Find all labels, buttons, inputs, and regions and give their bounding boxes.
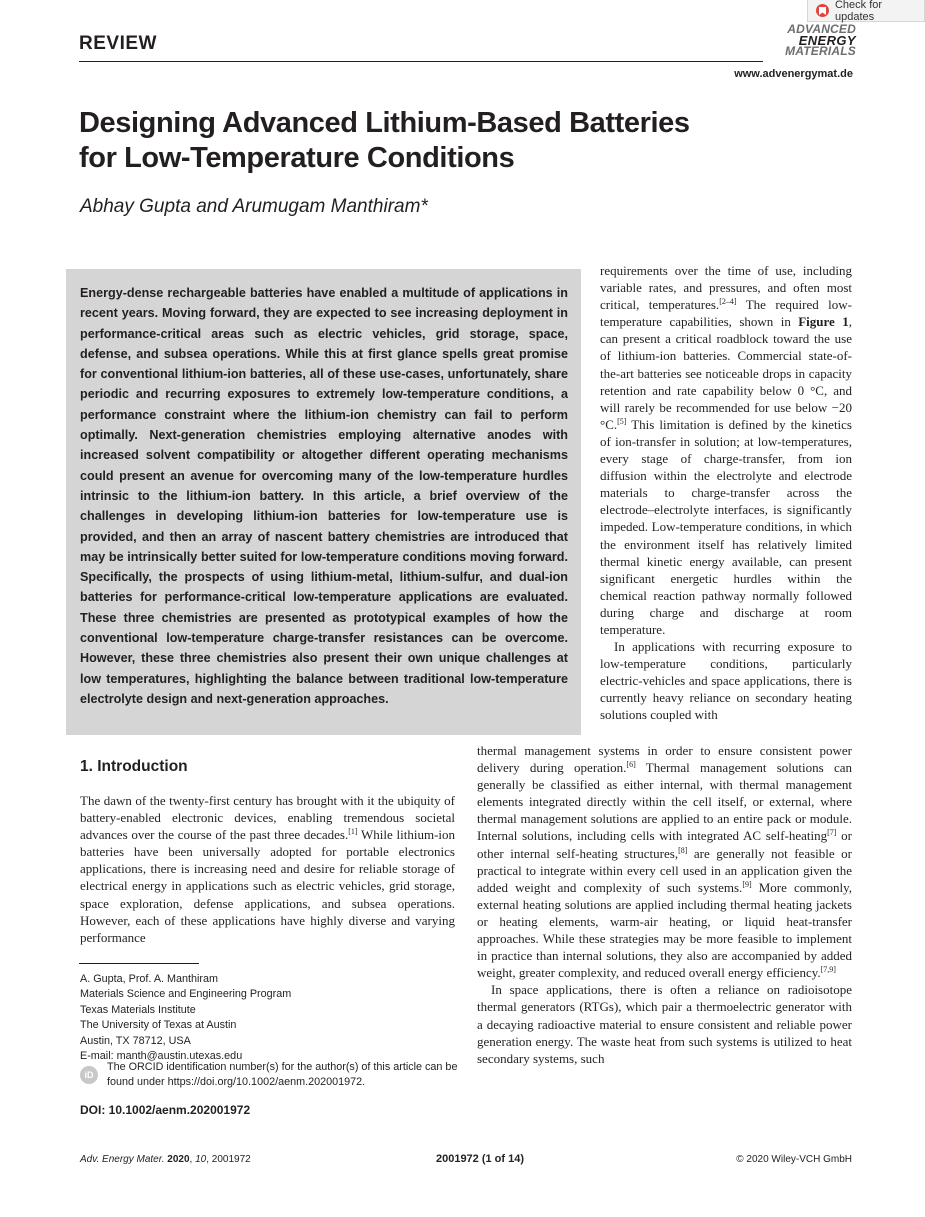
paragraph bbox=[600, 638, 852, 723]
footer-journal: Adv. Energy Mater. bbox=[80, 1154, 165, 1165]
text-run: requirements over the time of use, including variable rates, and pressures, and often most critical, temperatures. bbox=[600, 263, 852, 313]
journal-website-link[interactable]: www.advenergymat.de bbox=[734, 68, 853, 80]
email-link[interactable]: E-mail: manth@austin.utexas.edu bbox=[80, 1050, 243, 1063]
paragraph bbox=[80, 792, 455, 946]
text-run: In applications with recurring exposure to low-temperature conditions, particularly electric-vehicles and space applications, there is currently heavy reliance on secondary heating solutions coupled with bbox=[600, 639, 852, 723]
affiliation-line: The University of Texas at Austin bbox=[80, 1019, 237, 1032]
right-column-continued-text bbox=[477, 742, 852, 1067]
citation[interactable]: [9] bbox=[742, 879, 752, 889]
affiliation-line: A. Gupta, Prof. A. Manthiram bbox=[80, 973, 219, 985]
citation[interactable]: [6] bbox=[626, 760, 636, 770]
page-number: 2001972 (1 of 14) bbox=[435, 1153, 525, 1165]
text-run: More commonly, external heating solutions are applied including thermal heating jackets or heating elements, warm-air heating, or liquid heat-transfer approaches. While these strategies may be more feasible to implement in practice than internal solutions, they also are accompanied by added weight, greater complexity, and reduced overall energy efficiency. bbox=[477, 879, 852, 981]
logo-line-advanced: ADVANCED bbox=[787, 22, 856, 36]
footnote-divider bbox=[79, 963, 199, 964]
affiliation-line: Materials Science and Engineering Program bbox=[80, 988, 292, 1001]
citation[interactable]: [7] bbox=[827, 828, 837, 838]
check-for-updates-label: Check for updates bbox=[834, 0, 883, 23]
footer-year: 2020 bbox=[167, 1154, 190, 1165]
check-for-updates-button[interactable] bbox=[807, 0, 925, 22]
abstract-text: Energy-dense rechargeable batteries have enabled a multitude of applications in recent years. Moving forward, they are expected to see increasing deployment in performance-critical areas such as electric vehicles, grid storage, space, defense, and subsea operations. While this at first glance spells great promise for conventional lithium-ion batteries, all of these use-cases, unfortunately, share periodic and recurring exposures to extremely low-temperature conditions, a performance constraint where the lithium-ion chemistry can fail to perform optimally. Next-generation chemistries employing alternative anodes with increased solvent compatibility or altogether different operating mechanisms could present an avenue for overcoming many of the low-temperature hurdles intrinsic to the lithium-ion battery. In this article, a brief overview of the challenges in developing lithium-ion batteries for low-temperature use is provided, and then an array of nascent battery chemistries are introduced that may be intrinsically better suited for low-temperature conditions moving forward. Specifically, the prospects of using lithium-metal, lithium-sulfur, and dual-ion batteries for performance-critical low-temperature applications are evaluated. These three chemistries are presented as prototypical examples of how the conventional low-temperature charge-transfer resistances can be overcome. However, these three chemistries also present their own unique challenges at low temperatures, highlighting the balance between traditional low-temperature electrolyte design and next-generation approaches. bbox=[80, 286, 568, 706]
copyright: © 2020 Wiley-VCH GmbH bbox=[736, 1154, 852, 1165]
affiliation-line: Austin, TX 78712, USA bbox=[80, 1034, 191, 1047]
title-line-2: for Low-Temperature Conditions bbox=[79, 142, 515, 174]
author-list: Abhay Gupta and Arumugam Manthiram* bbox=[80, 196, 428, 217]
bookmark-icon bbox=[816, 4, 829, 17]
section-heading-introduction: 1. Introduction bbox=[80, 758, 188, 775]
section-label: REVIEW bbox=[79, 33, 157, 54]
citation[interactable]: [8] bbox=[678, 845, 688, 855]
orcid-note: The ORCID identification number(s) for the author(s) of this article can be found under https://doi.org/10.1002/aenm.202001972. bbox=[107, 1061, 458, 1088]
footer-citation: Adv. Energy Mater. 2020, 10, 2001972 bbox=[80, 1154, 251, 1165]
text-run: are generally not feasible or practical to integrate within every cell used in an application given the added weight and complexity of such systems. bbox=[477, 845, 852, 895]
header-divider bbox=[79, 61, 763, 62]
text-run: While lithium-ion batteries have been universally adopted for portable electronics applications, there is increasing need and desire for reliable storage of electrical energy in applications such as electric vehicles, grid storage, space exploration, defense applications, and subsea operations. However, each of these applications have highly diverse and varying performance bbox=[80, 827, 456, 945]
article-title bbox=[79, 106, 719, 176]
citation[interactable]: [5] bbox=[617, 416, 627, 426]
footer-volume: 10 bbox=[195, 1154, 207, 1165]
doi[interactable]: DOI: 10.1002/aenm.202001972 bbox=[80, 1103, 251, 1117]
text-run: Thermal management solutions can generally be classified as either internal, with thermal management elements integrated directly within the cell itself, or external, where thermal management solutions are applied to an entire pack or module. Internal solutions, including cells with integrated AC self-heating bbox=[477, 760, 852, 844]
author-affiliation bbox=[80, 972, 465, 1064]
orcid-icon[interactable]: iD bbox=[80, 1066, 98, 1084]
affiliation-line: Texas Materials Institute bbox=[80, 1003, 196, 1016]
introduction-text bbox=[80, 792, 455, 946]
right-column-text bbox=[600, 262, 852, 724]
figure-reference[interactable]: Figure 1 bbox=[798, 314, 849, 330]
text-run: , can present a critical roadblock toward the use of lithium-ion batteries. Commercial state-of-the-art batteries see noticeable drops in capacity retention and rate capability below 0 °C, and will rarely be recommended for use below −20 °C. bbox=[600, 314, 852, 432]
footer-article-number: 2001972 bbox=[211, 1154, 251, 1165]
logo-line-energy: ENERGY bbox=[798, 33, 856, 48]
paragraph: In space applications, there is often a reliance on radioisotope thermal generators (RTGs), which pair a thermoelectric generator with a decaying radioactive material to ensure consistent and reliable power generation energy. The waste heat from such systems is utilized to heat secondary systems, such bbox=[477, 982, 852, 1066]
citation[interactable]: [1] bbox=[348, 827, 358, 837]
text-run: The dawn of the twenty-first century has brought with it the ubiquity of battery-enabled electronic devices, enabling tremendous societal advances over the course of the past three decades. bbox=[80, 793, 455, 843]
citation[interactable]: [7,9] bbox=[820, 965, 836, 975]
title-line-1: Designing Advanced Lithium-Based Batteries bbox=[79, 107, 690, 139]
text-run: or other internal self-heating structures, bbox=[477, 828, 852, 861]
paragraph bbox=[600, 262, 852, 638]
text-run: The required low-temperature capabilities, shown in bbox=[600, 297, 852, 330]
text-run: This limitation is defined by the kinetics of ion-transfer in solution; at low-temperatures, every stage of charge-transfer, from ion diffusion within the electrolyte and electrode materials to charge-transfer across the electrode–electrolyte interfaces, is significantly impeded. Low-temperature conditions, in which the environment itself has relatively limited thermal kinetic energy available, can present significant energetic hurdles within the chemical reaction pathway normally followed during charge and discharge at room temperature. bbox=[600, 416, 852, 637]
citation[interactable]: [2–4] bbox=[719, 297, 737, 307]
text-run: thermal management systems in order to ensure consistent power delivery during operation. bbox=[477, 743, 852, 776]
paragraph bbox=[477, 742, 852, 981]
journal-logo bbox=[766, 24, 856, 57]
logo-line-materials: MATERIALS bbox=[785, 44, 856, 58]
